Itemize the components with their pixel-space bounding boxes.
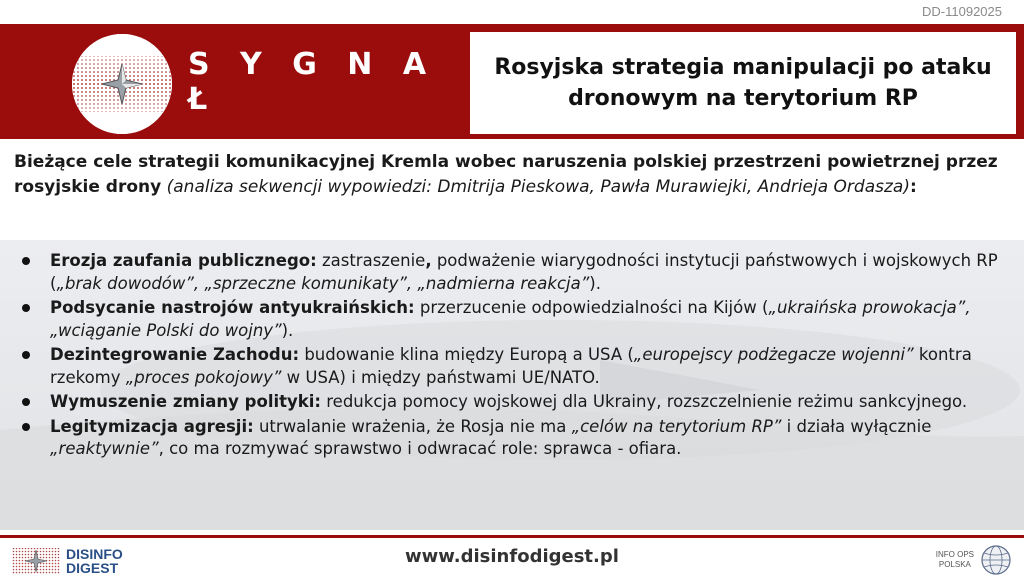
bullet-dot-icon bbox=[22, 304, 30, 312]
signal-logo bbox=[72, 34, 172, 134]
bullet-text: utrwalanie wrażenia, że Rosja nie ma bbox=[253, 416, 572, 436]
bullet-item bbox=[0, 416, 1024, 461]
page-title bbox=[494, 52, 991, 114]
bullet-text: przerzucenie odpowiedzialności na Kijów ( bbox=[414, 298, 769, 317]
bullet-heading: Legitymizacja agresji: bbox=[50, 416, 254, 436]
infoops-logo-line1: INFO OPS bbox=[935, 550, 974, 559]
bullet-text: ). bbox=[589, 273, 601, 293]
bullet-text: „europejscy podżegacze wojenni” bbox=[633, 345, 914, 364]
bullet-text: , bbox=[425, 251, 432, 270]
infoops-logo-line2: POLSKA bbox=[938, 560, 971, 569]
bullet-item bbox=[0, 297, 1024, 342]
bullet-heading: Erozja zaufania publicznego: bbox=[50, 251, 317, 270]
document-id: DD-11092025 bbox=[922, 4, 1002, 19]
disinfo-logo-line1: DISINFO bbox=[66, 546, 123, 562]
intro-bold: Bieżące cele strategii komunikacyjnej Kremla wobec naruszenia polskiej przestrzeni powietrznej przez rosyjskie drony bbox=[14, 152, 998, 197]
info-ops-polska-logo bbox=[936, 544, 1012, 576]
bullet-text: „reaktywnie” bbox=[50, 439, 159, 458]
bullet-dot-icon bbox=[22, 423, 30, 431]
bullet-dot-icon bbox=[22, 398, 30, 406]
bullet-text: „proces pokojowy” bbox=[125, 367, 282, 387]
compass-star-icon bbox=[72, 34, 172, 134]
bullet-heading: Podsycanie nastrojów antyukraińskich: bbox=[50, 298, 415, 317]
bullet-text: podważenie wiarygodności instytucji państwowych i wojskowych RP ( bbox=[50, 251, 998, 293]
bullet-dot-icon bbox=[22, 351, 30, 359]
globe-icon bbox=[980, 544, 1012, 576]
bullet-dot-icon bbox=[22, 257, 30, 265]
bullet-list bbox=[0, 250, 1024, 463]
footer-url[interactable]: www.disinfodigest.pl bbox=[405, 546, 619, 567]
bullet-item bbox=[0, 250, 1024, 295]
disinfo-logo-line2: DIGEST bbox=[66, 560, 119, 576]
bullet-item bbox=[0, 391, 1024, 414]
bullet-text: zastraszenie bbox=[316, 251, 426, 270]
bullet-text: kontra rzekomy bbox=[50, 345, 972, 387]
footer-divider bbox=[0, 535, 1024, 538]
bullet-item bbox=[0, 344, 1024, 389]
page-title-line2: dronowym na terytorium RP bbox=[568, 86, 918, 111]
bullet-text: i działa wyłącznie bbox=[781, 416, 932, 436]
bullet-text: redukcja pomocy wojskowej dla Ukrainy, rozszczelnienie reżimu sankcyjnego. bbox=[321, 392, 968, 411]
page-title-line1: Rosyjska strategia manipulacji po ataku bbox=[494, 55, 992, 80]
bullet-text: „celów na terytorium RP” bbox=[571, 416, 782, 436]
signal-label: S Y G N A Ł bbox=[188, 46, 437, 117]
bullet-text: „ukraińska prowokacja”, „wciąganie Polski do wojny” bbox=[50, 298, 971, 340]
bullet-text: ). bbox=[281, 320, 294, 340]
bullet-text: , co ma rozmywać sprawstwo i odwracać role: sprawca - ofiara. bbox=[158, 439, 682, 458]
bullet-heading: Wymuszenie zmiany polityki: bbox=[50, 392, 322, 411]
bullet-text: „brak dowodów”, „sprzeczne komunikaty”, „nadmierna reakcja” bbox=[56, 273, 590, 293]
bullet-text: w USA) i między państwami UE/NATO. bbox=[281, 367, 600, 387]
bullet-text: budowanie klina między Europą a USA ( bbox=[299, 345, 634, 364]
title-box bbox=[470, 32, 1016, 134]
bullet-heading: Dezintegrowanie Zachodu: bbox=[50, 345, 300, 364]
intro-paragraph bbox=[14, 150, 1014, 200]
intro-italic: (analiza sekwencji wypowiedzi: Dmitrija Pieskowa, Pawła Murawiejki, Andrieja Ordasza) bbox=[166, 177, 910, 197]
intro-colon: : bbox=[909, 177, 917, 197]
